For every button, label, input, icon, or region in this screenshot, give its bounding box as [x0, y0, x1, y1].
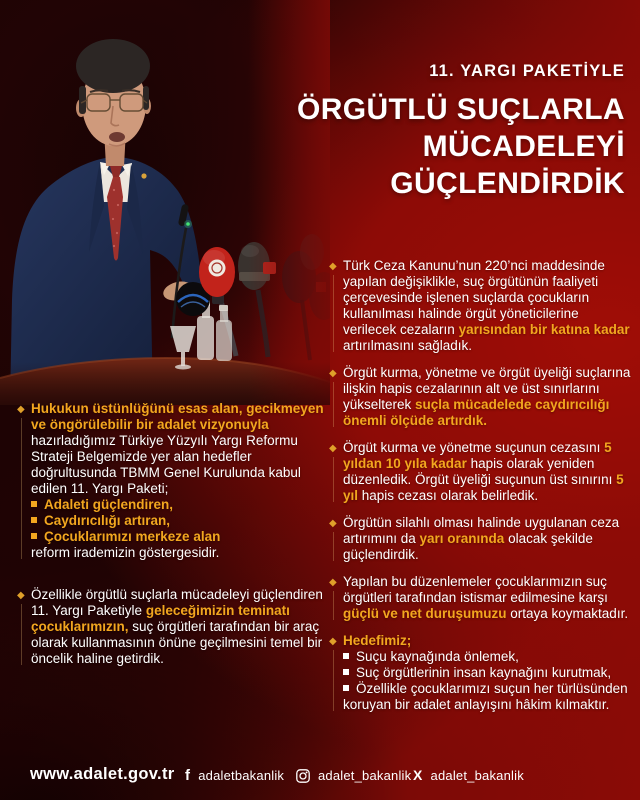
- page-title-line-1: ÖRGÜTLÜ SUÇLARLA: [296, 93, 625, 126]
- page-title-line-2: MÜCADELEYİ: [422, 130, 625, 163]
- diamond-bullet-icon: ◆: [17, 590, 25, 601]
- diamond-bullet-icon: ◆: [329, 368, 337, 379]
- title-block: [297, 62, 625, 202]
- diamond-bullet-icon: ◆: [329, 261, 337, 272]
- photo-right-fade: [248, 0, 330, 405]
- diamond-bullet-icon: ◆: [329, 518, 337, 529]
- bullet-text: hazırladığımız Türkiye Yüzyılı Yargı Reformu Strateji Belgemizde yer alan hedefler doğrultusunda TBMM Genel Kurulunda kabul edilen 11. Yargı Paketi;: [31, 433, 301, 496]
- instagram-icon: [296, 769, 310, 783]
- bullet-ceza-duzenleme: [330, 440, 631, 504]
- subitem-label: Caydırıcılığı artıran,: [44, 513, 171, 528]
- diamond-bullet-icon: ◆: [329, 443, 337, 454]
- bullet-text-gold: 5 yıl: [343, 472, 624, 503]
- x-link[interactable]: [413, 768, 524, 783]
- lapel-pin: [141, 173, 146, 178]
- bullet-tck-220: [330, 258, 631, 354]
- bullet-text-gold: güçlü ve net duruşumuzu: [343, 606, 507, 621]
- square-bullet-icon: [31, 501, 37, 507]
- diamond-bullet-icon: ◆: [329, 577, 337, 588]
- bullet-text: ortaya koymaktadır.: [506, 606, 629, 621]
- bullet-text: hapis cezası olarak belirledik.: [358, 488, 539, 503]
- diamond-bullet-icon: ◆: [329, 636, 337, 647]
- instagram-handle: adalet_bakanlik: [318, 768, 412, 783]
- goal-label: Suç örgütlerinin insan kaynağını kurutmak,: [356, 665, 612, 680]
- reform-subitem: [31, 529, 324, 545]
- instagram-link[interactable]: [296, 768, 411, 783]
- facebook-icon: f: [185, 767, 191, 784]
- bullet-text-gold: Hukukun üstünlüğünü esas alan, gecikmeyen ve öngörülebilir bir adalet vizyonuyla: [31, 401, 324, 432]
- bullet-text-gold: suçla mücadelede caydırıcılığı önemli ölçüde artırdık.: [343, 397, 610, 428]
- goal-item: [343, 665, 631, 681]
- page-title-line-3: GÜÇLENDİRDİK: [390, 167, 625, 200]
- right-column: [330, 258, 631, 724]
- reform-subitem: [31, 513, 324, 529]
- square-bullet-icon: [343, 669, 349, 675]
- subitem-label: Çocuklarımızı merkeze alan: [44, 529, 221, 544]
- x-icon: X: [413, 767, 423, 783]
- bullet-net-durus: [330, 574, 631, 622]
- facebook-handle: adaletbakanlik: [198, 768, 285, 783]
- reform-subitem: [31, 497, 324, 513]
- bullet-text: hapis olarak yeniden düzenledik. Örgüt üyeliği suçunun üst sınırını: [343, 456, 617, 487]
- photo-bottom-fade: [0, 362, 330, 405]
- bullet-text: Örgüt kurma ve yönetme suçunun cezasını: [343, 440, 605, 455]
- square-bullet-icon: [31, 517, 37, 523]
- bullet-hapis-sinirlari: [330, 365, 631, 429]
- subitem-label: Adaleti güçlendiren,: [44, 497, 174, 512]
- bullet-text: Yapılan bu düzenlemeler çocuklarımızın suç örgütleri tarafından istismar edilmesine karşı: [343, 574, 608, 605]
- left-column: [18, 401, 324, 678]
- bullet-hedefimiz: [330, 633, 631, 713]
- bullet-text-gold: 5 yıldan 10 yıla kadar: [343, 440, 612, 471]
- bullet-closing-text: reform irademizin göstergesidir.: [31, 545, 220, 560]
- bullet-text: Türk Ceza Kanunu’nun 220’nci maddesinde yapılan değişiklikle, suç örgütünün faaliyeti çerçevesinde işlenen suçlarda çocukların kullanılması halinde örgüt yöneticilerine verilecek cezaların: [343, 258, 605, 337]
- bullet-text-gold: geleceğimizin teminatı çocuklarımızın,: [31, 603, 290, 634]
- minister-photo: [0, 0, 330, 405]
- bullet-silahli-orgut: [330, 515, 631, 563]
- bullet-text: artırılmasını sağladık.: [343, 338, 473, 353]
- square-bullet-icon: [31, 533, 37, 539]
- bullet-text: suç örgütleri tarafından bir araç olarak kullanmasının önüne geçilmesini temel bir öncelik haline getirdik.: [31, 619, 323, 666]
- minister-photo-illustration: [0, 0, 330, 405]
- footer: [0, 760, 640, 794]
- goal-label: Özellikle çocuklarımızı suçun her türlüsünden koruyan bir adalet anlayışını hâkim kılmaktır.: [343, 681, 628, 712]
- square-bullet-icon: [343, 653, 349, 659]
- x-handle: adalet_bakanlik: [430, 768, 524, 783]
- bullet-text-gold: yarı oranında: [419, 531, 505, 546]
- diamond-bullet-icon: ◆: [17, 404, 25, 415]
- website-link[interactable]: www.adalet.gov.tr: [30, 765, 175, 783]
- bullet-text: olacak şekilde güçlendirdik.: [343, 531, 593, 562]
- title-kicker: 11. YARGI PAKETİYLE: [429, 62, 625, 80]
- goal-item: [343, 681, 631, 713]
- bullet-text: Özellikle örgütlü suçlarla mücadeleyi güçlendiren 11. Yargı Paketiyle: [31, 587, 323, 618]
- goals-heading: Hedefimiz;: [343, 633, 412, 648]
- bullet-vision: [18, 401, 324, 561]
- bullet-children-priority: [18, 587, 324, 667]
- mouth: [109, 132, 125, 142]
- facebook-link[interactable]: [185, 768, 284, 783]
- goal-label: Suçu kaynağında önlemek,: [356, 649, 519, 664]
- square-bullet-icon: [343, 685, 349, 691]
- goal-item: [343, 649, 631, 665]
- bullet-text: Örgütün silahlı olması halinde uygulanan ceza artırımını da: [343, 515, 620, 546]
- bullet-text-gold: yarısından bir katına kadar: [458, 322, 630, 337]
- bullet-text: Örgüt kurma, yönetme ve örgüt üyeliği suçlarına ilişkin hapis cezalarının alt ve üst sınırlarını yükselterek: [343, 365, 631, 412]
